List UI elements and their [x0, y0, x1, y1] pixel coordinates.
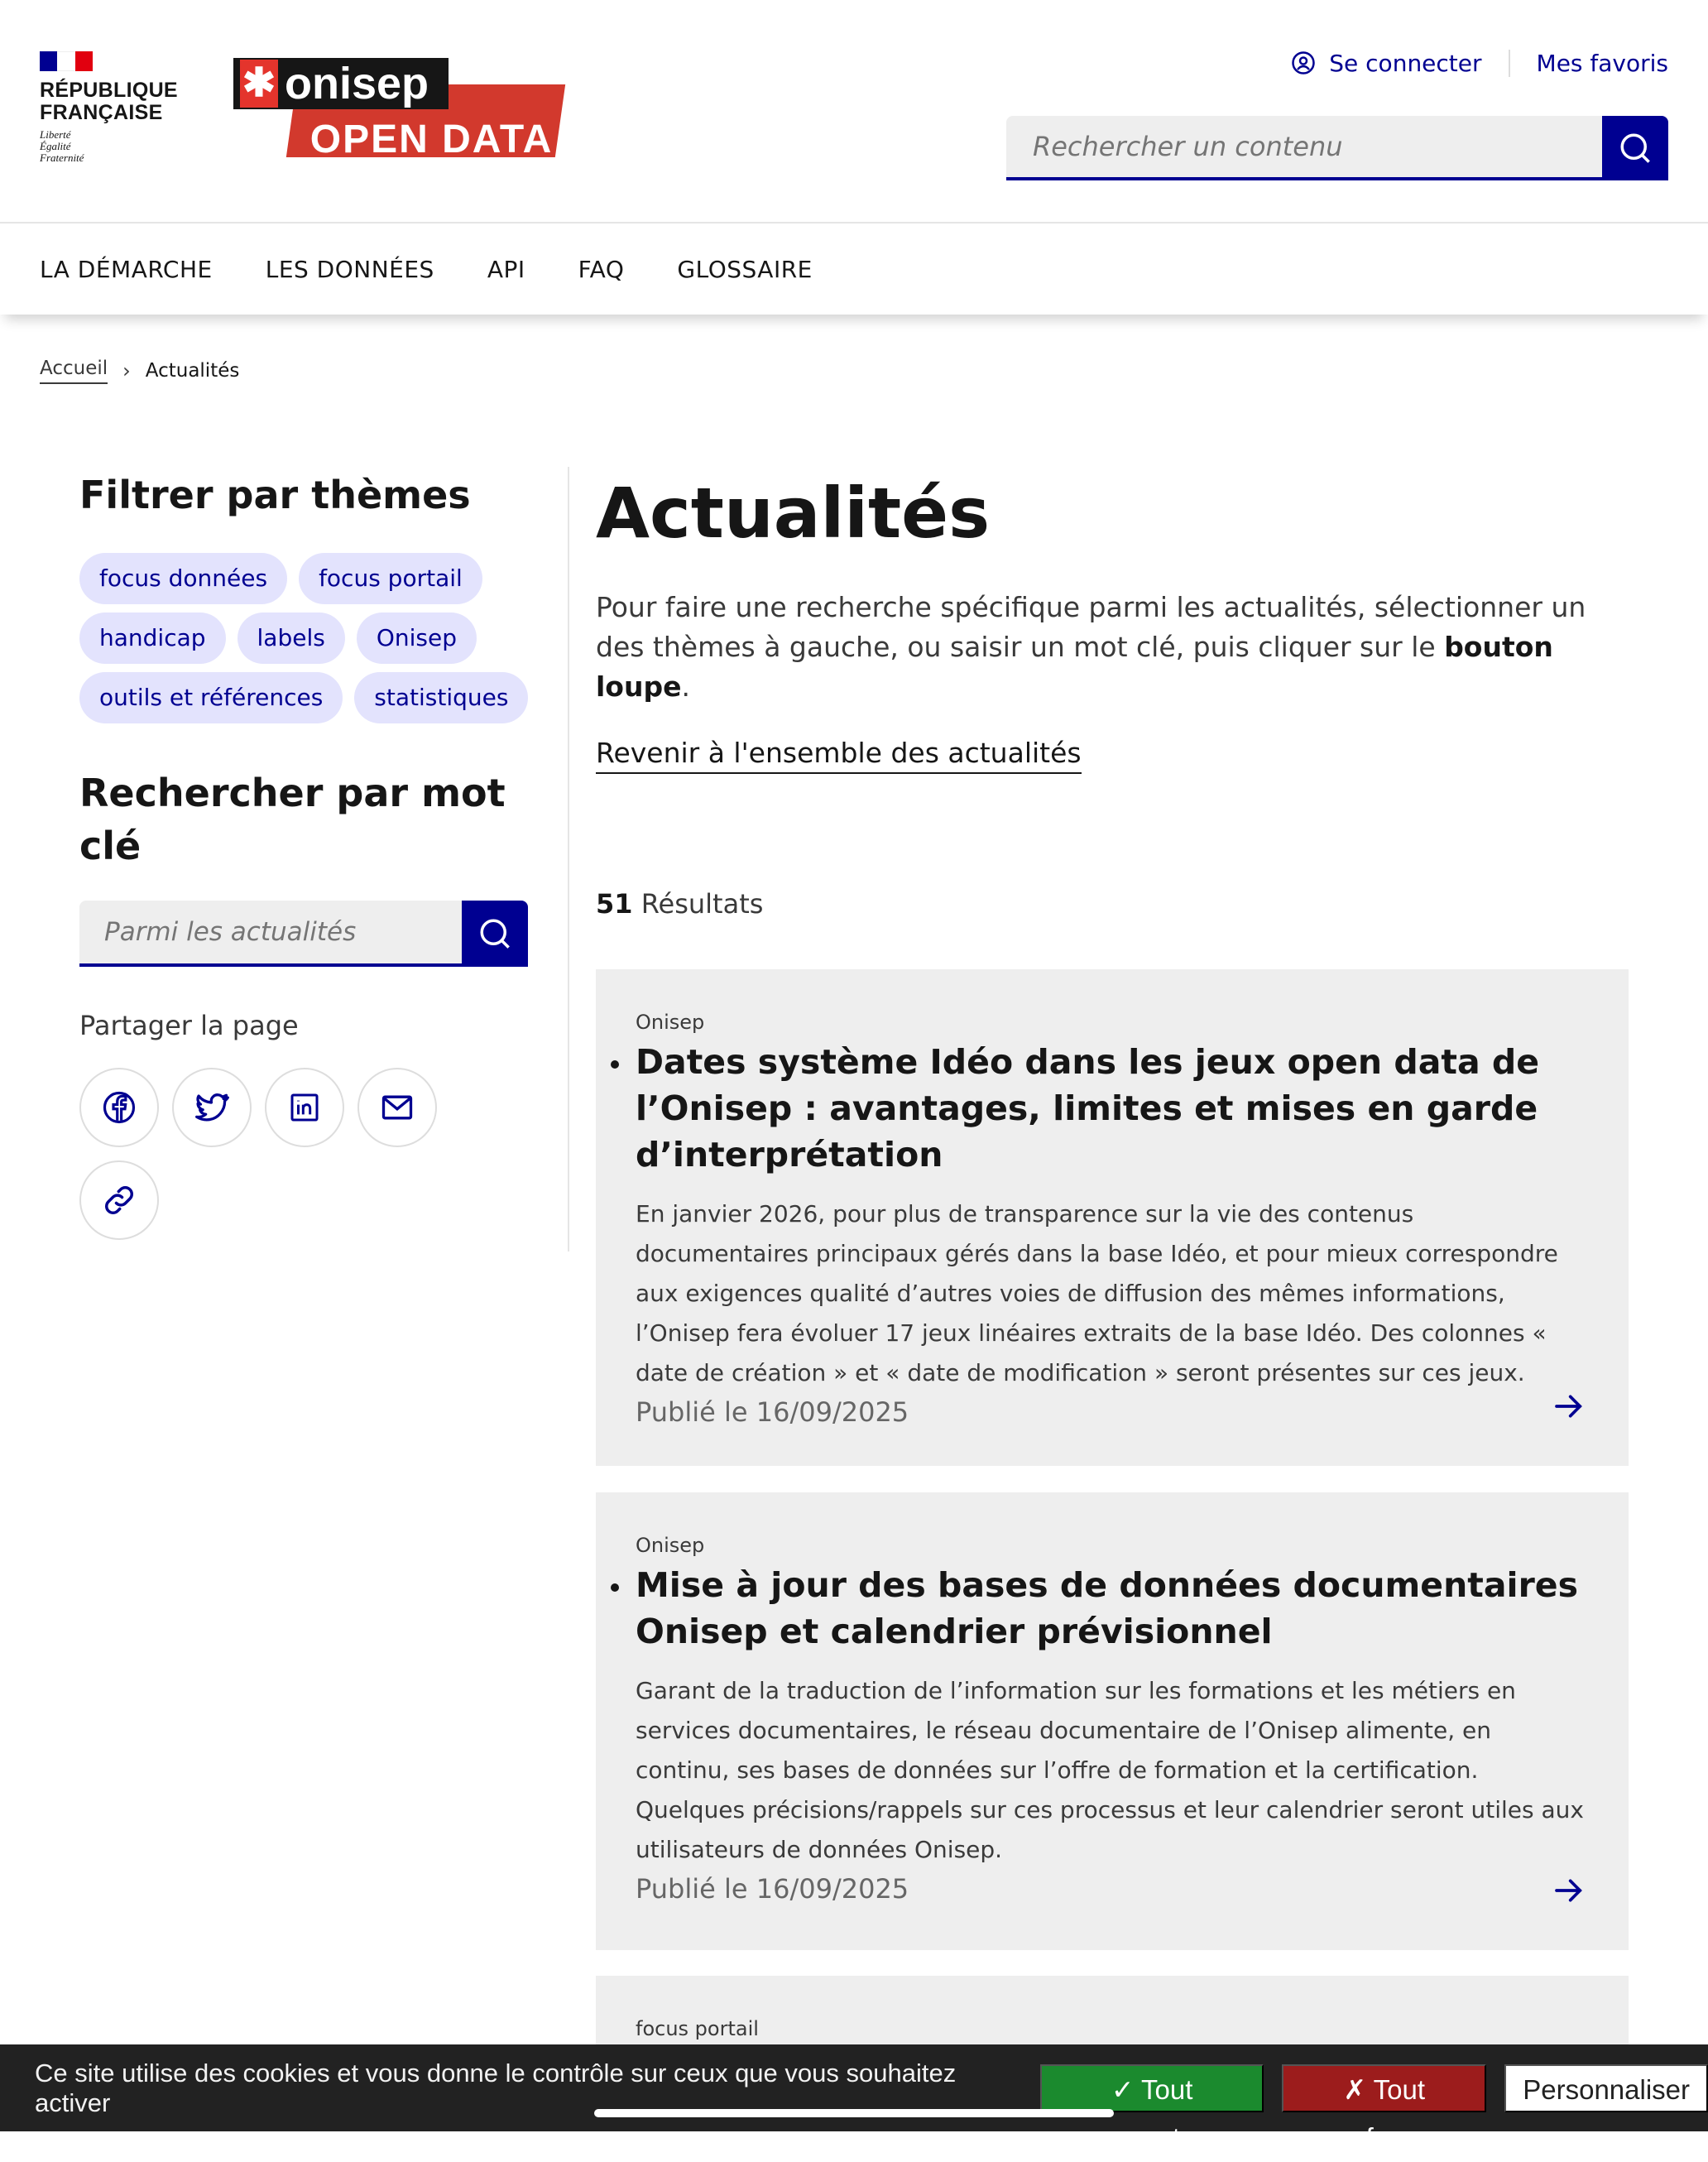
- tag-statistiques[interactable]: statistiques: [354, 672, 528, 723]
- scroll-indicator: [594, 2109, 1114, 2117]
- card-title[interactable]: Dates système Idéo dans les jeux open data de l’Onisep : avantages, limites et mises en garde d’interprétation: [636, 1039, 1586, 1178]
- share-label: Partager la page: [79, 1010, 299, 1041]
- news-card[interactable]: [596, 1492, 1629, 1950]
- arrow-right-icon: [1552, 1874, 1586, 1907]
- tag-focus-portail[interactable]: focus portail: [299, 553, 482, 604]
- republique-francaise-logo[interactable]: [40, 51, 180, 164]
- rf-motto-2: Égalité: [40, 140, 71, 152]
- tag-handicap[interactable]: handicap: [79, 613, 226, 664]
- site-header: [0, 0, 1708, 222]
- filter-title: Filtrer par thèmes: [79, 473, 471, 517]
- breadcrumb-current: Actualités: [145, 360, 240, 382]
- keyword-search-button[interactable]: [462, 901, 528, 967]
- linkedin-icon: [288, 1091, 321, 1124]
- breadcrumb-home[interactable]: Accueil: [40, 358, 108, 384]
- share-linkedin-button[interactable]: [265, 1068, 344, 1147]
- intro-text-start: Pour faire une recherche spécifique parmi les actualités, sélectionner un des thèmes à gauche, ou saisir un mot clé, puis cliquer sur le: [596, 591, 1586, 663]
- user-circle-icon: [1291, 50, 1316, 75]
- card-date: Publié le 16/09/2025: [636, 1396, 909, 1428]
- news-card[interactable]: [596, 969, 1629, 1466]
- search-input[interactable]: [1006, 116, 1602, 180]
- rf-name: [40, 79, 180, 124]
- card-description: Garant de la traduction de l’information sur les formations et les métiers en services documentaires, le réseau documentaire de l’Onisep alimente, en continu, ses bases de données sur l’offre de formation et la certification. Quelques précisions/rappels sur ces processus et leur calendrier seront utiles aux utilisateurs de données Onisep.: [636, 1677, 1584, 1863]
- rf-motto-3: Fraternité: [40, 151, 84, 164]
- intro-text-bold: bouton loupe: [596, 631, 1553, 703]
- rf-motto-1: Liberté: [40, 128, 71, 141]
- facebook-icon: [102, 1090, 137, 1125]
- nav-item-les-donnees[interactable]: LES DONNÉES: [265, 255, 434, 283]
- arrow-right-icon: [1552, 1390, 1586, 1423]
- customize-button[interactable]: Personnaliser: [1504, 2064, 1708, 2112]
- share-facebook-button[interactable]: [79, 1068, 159, 1147]
- theme-tags: [79, 553, 543, 723]
- card-theme: Onisep: [636, 1011, 705, 1034]
- results-number: 51: [596, 888, 633, 920]
- intro-text-end: .: [681, 670, 690, 703]
- share-copy-link-button[interactable]: [79, 1160, 159, 1240]
- nav-item-api[interactable]: API: [487, 255, 525, 283]
- sidebar-divider: [568, 467, 569, 1252]
- results-count: [596, 888, 1629, 920]
- twitter-icon: [194, 1089, 230, 1126]
- login-label: Se connecter: [1329, 49, 1482, 77]
- main-content: [596, 468, 1629, 920]
- cookie-message: Ce site utilise des cookies et vous donne le contrôle sur ceux que vous souhaitez activer: [35, 2058, 957, 2117]
- refuse-all-button[interactable]: ✗ Tout refuser: [1282, 2064, 1486, 2112]
- share-twitter-button[interactable]: [172, 1068, 252, 1147]
- login-link[interactable]: [1264, 50, 1508, 77]
- logo-open-data-text: OPEN DATA: [309, 118, 554, 161]
- rf-name-line2: FRANÇAISE: [40, 101, 163, 124]
- card-theme: Onisep: [636, 1534, 705, 1557]
- search-icon: [1618, 131, 1653, 166]
- share-email-button[interactable]: [357, 1068, 437, 1147]
- card-title[interactable]: Mise à jour des bases de données documentaires Onisep et calendrier prévisionnel: [636, 1562, 1586, 1655]
- tag-onisep[interactable]: Onisep: [357, 613, 477, 664]
- sidebar: [79, 468, 568, 1240]
- nav-item-glossaire[interactable]: GLOSSAIRE: [677, 255, 813, 283]
- asterisk-icon: ✱: [240, 60, 278, 108]
- favorites-link[interactable]: [1509, 50, 1668, 77]
- keyword-search-title: Rechercher par mot clé: [79, 771, 506, 868]
- all-news-link[interactable]: Revenir à l'ensemble des actualités: [596, 737, 1082, 774]
- card-date: Publié le 16/09/2025: [636, 1873, 909, 1905]
- intro-text: [596, 588, 1629, 707]
- logo-onisep-text: onisep: [285, 59, 429, 108]
- accept-all-button[interactable]: ✓ Tout accepter: [1040, 2064, 1264, 2112]
- mail-icon: [379, 1089, 415, 1126]
- breadcrumb: [40, 358, 239, 384]
- tag-labels[interactable]: labels: [237, 613, 345, 664]
- nav-item-faq[interactable]: FAQ: [578, 255, 625, 283]
- tag-outils-et-references[interactable]: outils et références: [79, 672, 343, 723]
- keyword-search: [79, 901, 528, 967]
- rf-name-line1: RÉPUBLIQUE: [40, 79, 178, 102]
- search-button[interactable]: [1602, 116, 1668, 180]
- tag-focus-donnees[interactable]: focus données: [79, 553, 287, 604]
- share-buttons: [79, 1068, 468, 1240]
- link-icon: [102, 1183, 137, 1218]
- logo-onisep-block: [233, 58, 449, 109]
- rf-motto: [40, 129, 180, 164]
- page-title: Actualités: [596, 473, 991, 554]
- card-description: En janvier 2026, pour plus de transparence sur la vie des contenus documentaires principaux gérés dans la base Idéo, et pour mieux correspondre aux exigences qualité d’autres voies de diffusion des mêmes informations, l’Onisep fera évoluer 17 jeux linéaires extraits de la base Idéo. Des colonnes « date de création » et « date de modification » seront présentes sur ces jeux.: [636, 1200, 1558, 1386]
- header-search: [1006, 116, 1668, 180]
- results-label: Résultats: [632, 888, 764, 920]
- favorites-label: Mes favoris: [1536, 49, 1668, 77]
- keyword-search-input[interactable]: [79, 901, 462, 967]
- card-theme: focus portail: [636, 2017, 759, 2040]
- header-tools: [1264, 46, 1668, 79]
- search-icon: [477, 916, 512, 951]
- nav-item-la-demarche[interactable]: LA DÉMARCHE: [40, 255, 213, 283]
- marianne-flag-icon: [40, 51, 93, 71]
- cookie-banner: [0, 2044, 1708, 2153]
- chevron-right-icon: ›: [122, 359, 131, 382]
- onisep-open-data-logo[interactable]: [233, 58, 560, 159]
- main-navigation: [0, 222, 1708, 315]
